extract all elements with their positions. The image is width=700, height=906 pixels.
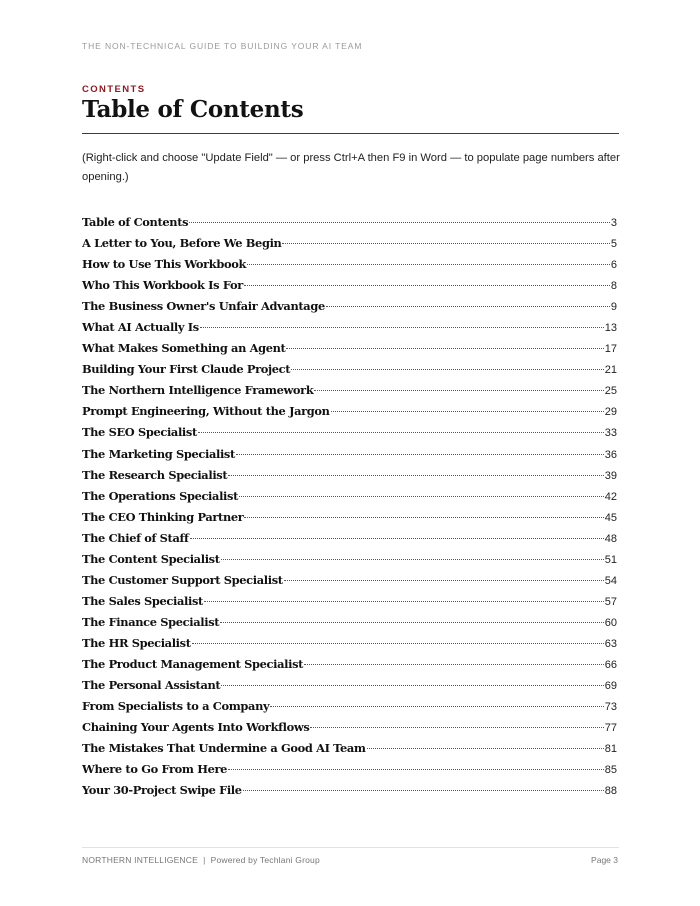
toc-entry-page[interactable]: 42 (604, 490, 617, 503)
toc-entry-title[interactable]: Table of Contents (82, 215, 189, 229)
toc-dot-leader (239, 496, 604, 497)
toc-entry-title[interactable]: The Operations Specialist (82, 488, 238, 503)
toc-entry-page[interactable]: 9 (610, 301, 617, 314)
toc-entry-title[interactable]: The Personal Assistant (82, 678, 221, 693)
toc-dot-leader (243, 790, 604, 791)
toc-dot-leader (200, 327, 604, 328)
toc-entry-title[interactable]: Where to Go From Here (82, 762, 228, 777)
toc-entry[interactable] (82, 362, 617, 383)
toc-entry-title[interactable]: A Letter to You, Before We Begin (82, 236, 282, 251)
toc-entry-page[interactable]: 88 (604, 785, 617, 798)
toc-entry[interactable] (82, 215, 617, 236)
toc-entry[interactable] (82, 783, 617, 804)
toc-dot-leader (228, 769, 604, 770)
toc-entry-page[interactable]: 81 (604, 743, 617, 756)
running-header: THE NON-TECHNICAL GUIDE TO BUILDING YOUR AI TEAM (82, 41, 363, 51)
footer-divider (82, 847, 619, 848)
toc-entry-page[interactable]: 73 (604, 701, 617, 714)
toc-entry[interactable] (82, 404, 617, 425)
toc-entry-page[interactable]: 5 (610, 238, 617, 251)
toc-entry-page[interactable]: 48 (604, 532, 617, 545)
toc-dot-leader (270, 706, 603, 707)
toc-entry-page[interactable]: 69 (604, 680, 617, 693)
toc-entry-page[interactable]: 85 (604, 764, 617, 777)
toc-dot-leader (284, 580, 604, 581)
toc-dot-leader (314, 390, 603, 391)
toc-entry-title[interactable]: How to Use This Workbook (82, 257, 246, 272)
toc-dot-leader (244, 285, 610, 286)
toc-dot-leader (198, 432, 604, 433)
toc-entry-page[interactable]: 51 (604, 553, 617, 566)
toc-entry-page[interactable]: 17 (604, 343, 617, 356)
toc-entry-page[interactable]: 6 (610, 259, 617, 272)
toc-dot-leader (326, 306, 610, 307)
toc-entry-title[interactable]: What AI Actually Is (82, 320, 199, 335)
toc-entry-title[interactable]: The Mistakes That Undermine a Good AI Team (82, 741, 366, 756)
toc-entry[interactable] (82, 699, 617, 720)
toc-dot-leader (189, 222, 610, 223)
toc-entry-title[interactable]: The Research Specialist (82, 467, 228, 482)
toc-entry-title[interactable]: From Specialists to a Company (82, 699, 270, 714)
title-divider (82, 133, 619, 134)
toc-entry-page[interactable]: 63 (604, 637, 617, 650)
toc-entry[interactable] (82, 468, 617, 489)
toc-entry[interactable] (82, 741, 617, 762)
toc-entry-title[interactable]: The Sales Specialist (82, 593, 203, 608)
toc-entry[interactable] (82, 678, 617, 699)
toc-dot-leader (310, 727, 603, 728)
footer-page-number: Page 3 (591, 855, 618, 865)
toc-dot-leader (204, 601, 604, 602)
toc-entry[interactable] (82, 489, 617, 510)
toc-entry-page[interactable]: 57 (604, 595, 617, 608)
toc-entry-title[interactable]: Prompt Engineering, Without the Jargon (82, 404, 330, 419)
toc-entry-title[interactable]: The Northern Intelligence Framework (82, 383, 314, 398)
toc-entry[interactable] (82, 573, 617, 594)
toc-dot-leader (286, 348, 603, 349)
toc-dot-leader (367, 748, 604, 749)
toc-dot-leader (221, 559, 604, 560)
toc-entry-title[interactable]: The HR Specialist (82, 635, 191, 650)
toc-entry-page[interactable]: 54 (604, 574, 617, 587)
footer-brand: NORTHERN INTELLIGENCE | Powered by Techlani Group (82, 855, 320, 865)
toc-entry[interactable] (82, 615, 617, 636)
toc-entry[interactable] (82, 720, 617, 741)
toc-dot-leader (331, 411, 604, 412)
toc-entry[interactable] (82, 236, 617, 257)
toc-entry-page[interactable]: 8 (610, 280, 617, 293)
toc-entry[interactable] (82, 299, 617, 320)
toc-entry-page[interactable]: 77 (604, 722, 617, 735)
toc-dot-leader (282, 243, 609, 244)
toc-entry-title[interactable]: The Content Specialist (82, 551, 220, 566)
section-label: CONTENTS (82, 84, 146, 95)
toc-entry-page[interactable]: 29 (604, 406, 617, 419)
toc-dot-leader (304, 664, 604, 665)
toc-dot-leader (291, 369, 604, 370)
toc-entry[interactable] (82, 383, 617, 404)
toc-entry[interactable] (82, 510, 617, 531)
toc-entry-title[interactable]: Chaining Your Agents Into Workflows (82, 720, 310, 735)
toc-list (82, 215, 617, 804)
toc-entry-title[interactable]: The Product Management Specialist (82, 656, 304, 671)
toc-entry-page[interactable]: 36 (604, 448, 617, 461)
toc-dot-leader (192, 643, 604, 644)
toc-entry-title[interactable]: Your 30-Project Swipe File (82, 783, 242, 798)
toc-entry-page[interactable]: 45 (604, 511, 617, 524)
toc-entry[interactable] (82, 447, 617, 468)
toc-entry[interactable] (82, 636, 617, 657)
toc-dot-leader (247, 264, 610, 265)
toc-dot-leader (220, 622, 604, 623)
toc-entry[interactable] (82, 657, 617, 678)
toc-entry[interactable] (82, 762, 617, 783)
toc-dot-leader (190, 538, 604, 539)
toc-entry-title[interactable]: The Customer Support Specialist (82, 572, 283, 587)
toc-entry-title[interactable]: The Marketing Specialist (82, 446, 235, 461)
toc-dot-leader (221, 685, 603, 686)
toc-entry-page[interactable]: 25 (604, 385, 617, 398)
toc-entry-page[interactable]: 3 (610, 217, 617, 229)
toc-entry-title[interactable]: What Makes Something an Agent (82, 341, 286, 356)
toc-entry-page[interactable]: 60 (604, 616, 617, 629)
toc-entry[interactable] (82, 552, 617, 573)
toc-entry-title[interactable]: The Finance Specialist (82, 614, 220, 629)
toc-entry[interactable] (82, 425, 617, 446)
toc-entry[interactable] (82, 320, 617, 341)
toc-dot-leader (236, 454, 604, 455)
toc-entry[interactable] (82, 594, 617, 615)
toc-entry-page[interactable]: 13 (604, 322, 617, 335)
toc-entry-title[interactable]: The Business Owner's Unfair Advantage (82, 299, 325, 314)
toc-entry-title[interactable]: The SEO Specialist (82, 425, 197, 440)
toc-entry[interactable] (82, 341, 617, 362)
toc-entry-title[interactable]: The Chief of Staff (82, 530, 189, 545)
page-title: Table of Contents (82, 96, 304, 123)
toc-entry-page[interactable]: 21 (604, 364, 617, 377)
toc-entry-title[interactable]: Building Your First Claude Project (82, 362, 291, 377)
toc-entry-title[interactable]: Who This Workbook Is For (82, 278, 243, 293)
update-field-note: (Right-click and choose "Update Field" — or press Ctrl+A then F9 in Word — to populate page numbers after opening.) (82, 152, 620, 183)
toc-dot-leader (228, 475, 603, 476)
toc-entry-page[interactable]: 66 (604, 658, 617, 671)
toc-entry[interactable] (82, 257, 617, 278)
toc-entry-page[interactable]: 33 (604, 427, 617, 440)
toc-entry-title[interactable]: The CEO Thinking Partner (82, 509, 244, 524)
toc-entry[interactable] (82, 278, 617, 299)
toc-dot-leader (244, 517, 603, 518)
toc-entry[interactable] (82, 531, 617, 552)
toc-entry-page[interactable]: 39 (604, 469, 617, 482)
